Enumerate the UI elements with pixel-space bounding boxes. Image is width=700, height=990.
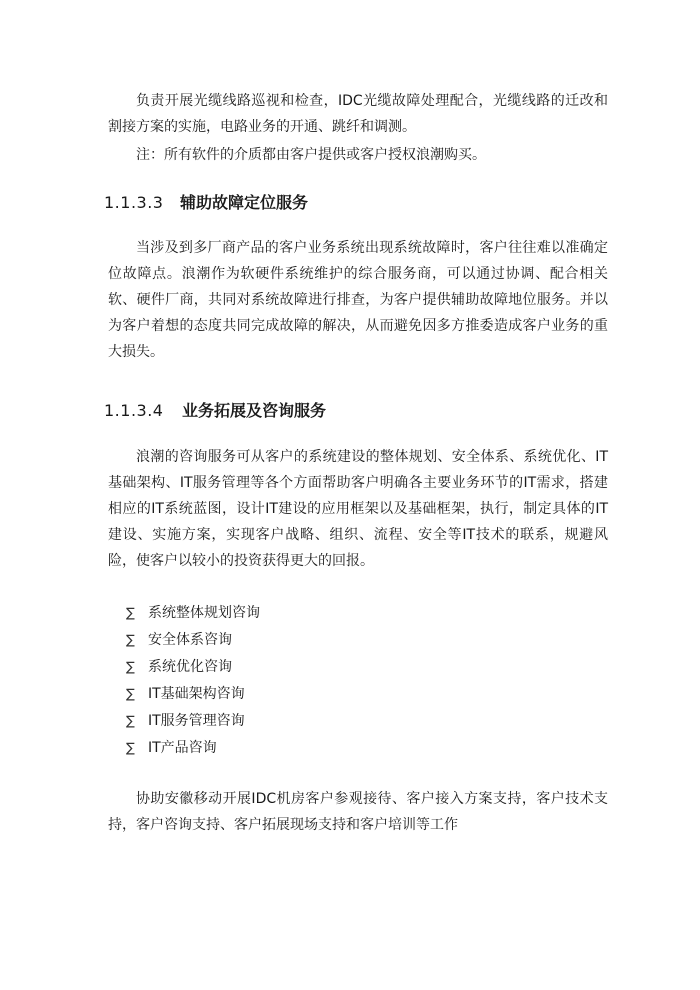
paragraph-note: 注：所有软件的介质都由客户提供或客户授权浪潮购买。 (136, 147, 486, 163)
section-heading-1-1-3-4 (104, 400, 326, 422)
sigma-icon: ∑ (126, 714, 135, 729)
paragraph-idc-support: 协助安徽移动开展IDC机房客户参观接待、客户接入方案支持，客户技术支持，客户咨询支持、客户拓展现场支持和客户培训等工作 (108, 791, 608, 833)
paragraph-cable-maintenance: 负责开展光缆线路巡视和检查，IDC光缆故障处理配合，光缆线路的迁改和割接方案的实施，电路业务的开通、跳纤和调测。 (108, 93, 608, 135)
sigma-icon: ∑ (126, 687, 135, 702)
list-item: ∑ 安全体系咨询 (126, 627, 260, 654)
sigma-icon: ∑ (126, 606, 135, 621)
sigma-icon: ∑ (126, 660, 135, 675)
sigma-icon: ∑ (126, 633, 135, 648)
sigma-icon: ∑ (126, 741, 135, 756)
section-heading-1-1-3-3 (104, 192, 308, 214)
list-item: ∑ IT服务管理咨询 (126, 708, 260, 735)
section-title: 业务拓展及咨询服务 (182, 401, 327, 420)
consulting-list (126, 600, 260, 762)
section-number: 1.1.3.3 (104, 193, 164, 212)
section-title: 辅助故障定位服务 (180, 193, 309, 212)
list-item: ∑ IT基础架构咨询 (126, 681, 260, 708)
list-item: ∑ 系统整体规划咨询 (126, 600, 260, 627)
list-item: ∑ 系统优化咨询 (126, 654, 260, 681)
paragraph-consulting: 浪潮的咨询服务可从客户的系统建设的整体规划、安全体系、系统优化、IT基础架构、IT服务管理等各个方面帮助客户明确各主要业务环节的IT需求，搭建相应的IT系统蓝图，设计IT建设的应用框架以及基础框架，执行，制定具体的IT建设、实施方案，实现客户战略、组织、流程、安全等IT技术的联系，规避风险，使客户以较小的投资获得更大的回报。 (108, 449, 608, 569)
paragraph-fault-location: 当涉及到多厂商产品的客户业务系统出现系统故障时，客户往往难以准确定位故障点。浪潮作为软硬件系统维护的综合服务商，可以通过协调、配合相关软、硬件厂商，共同对系统故障进行排查，为客户提供辅助故障地位服务。并以为客户着想的态度共同完成故障的解决，从而避免因多方推委造成客户业务的重大损失。 (108, 240, 608, 360)
section-number: 1.1.3.4 (104, 401, 164, 420)
list-item: ∑ IT产品咨询 (126, 735, 260, 762)
